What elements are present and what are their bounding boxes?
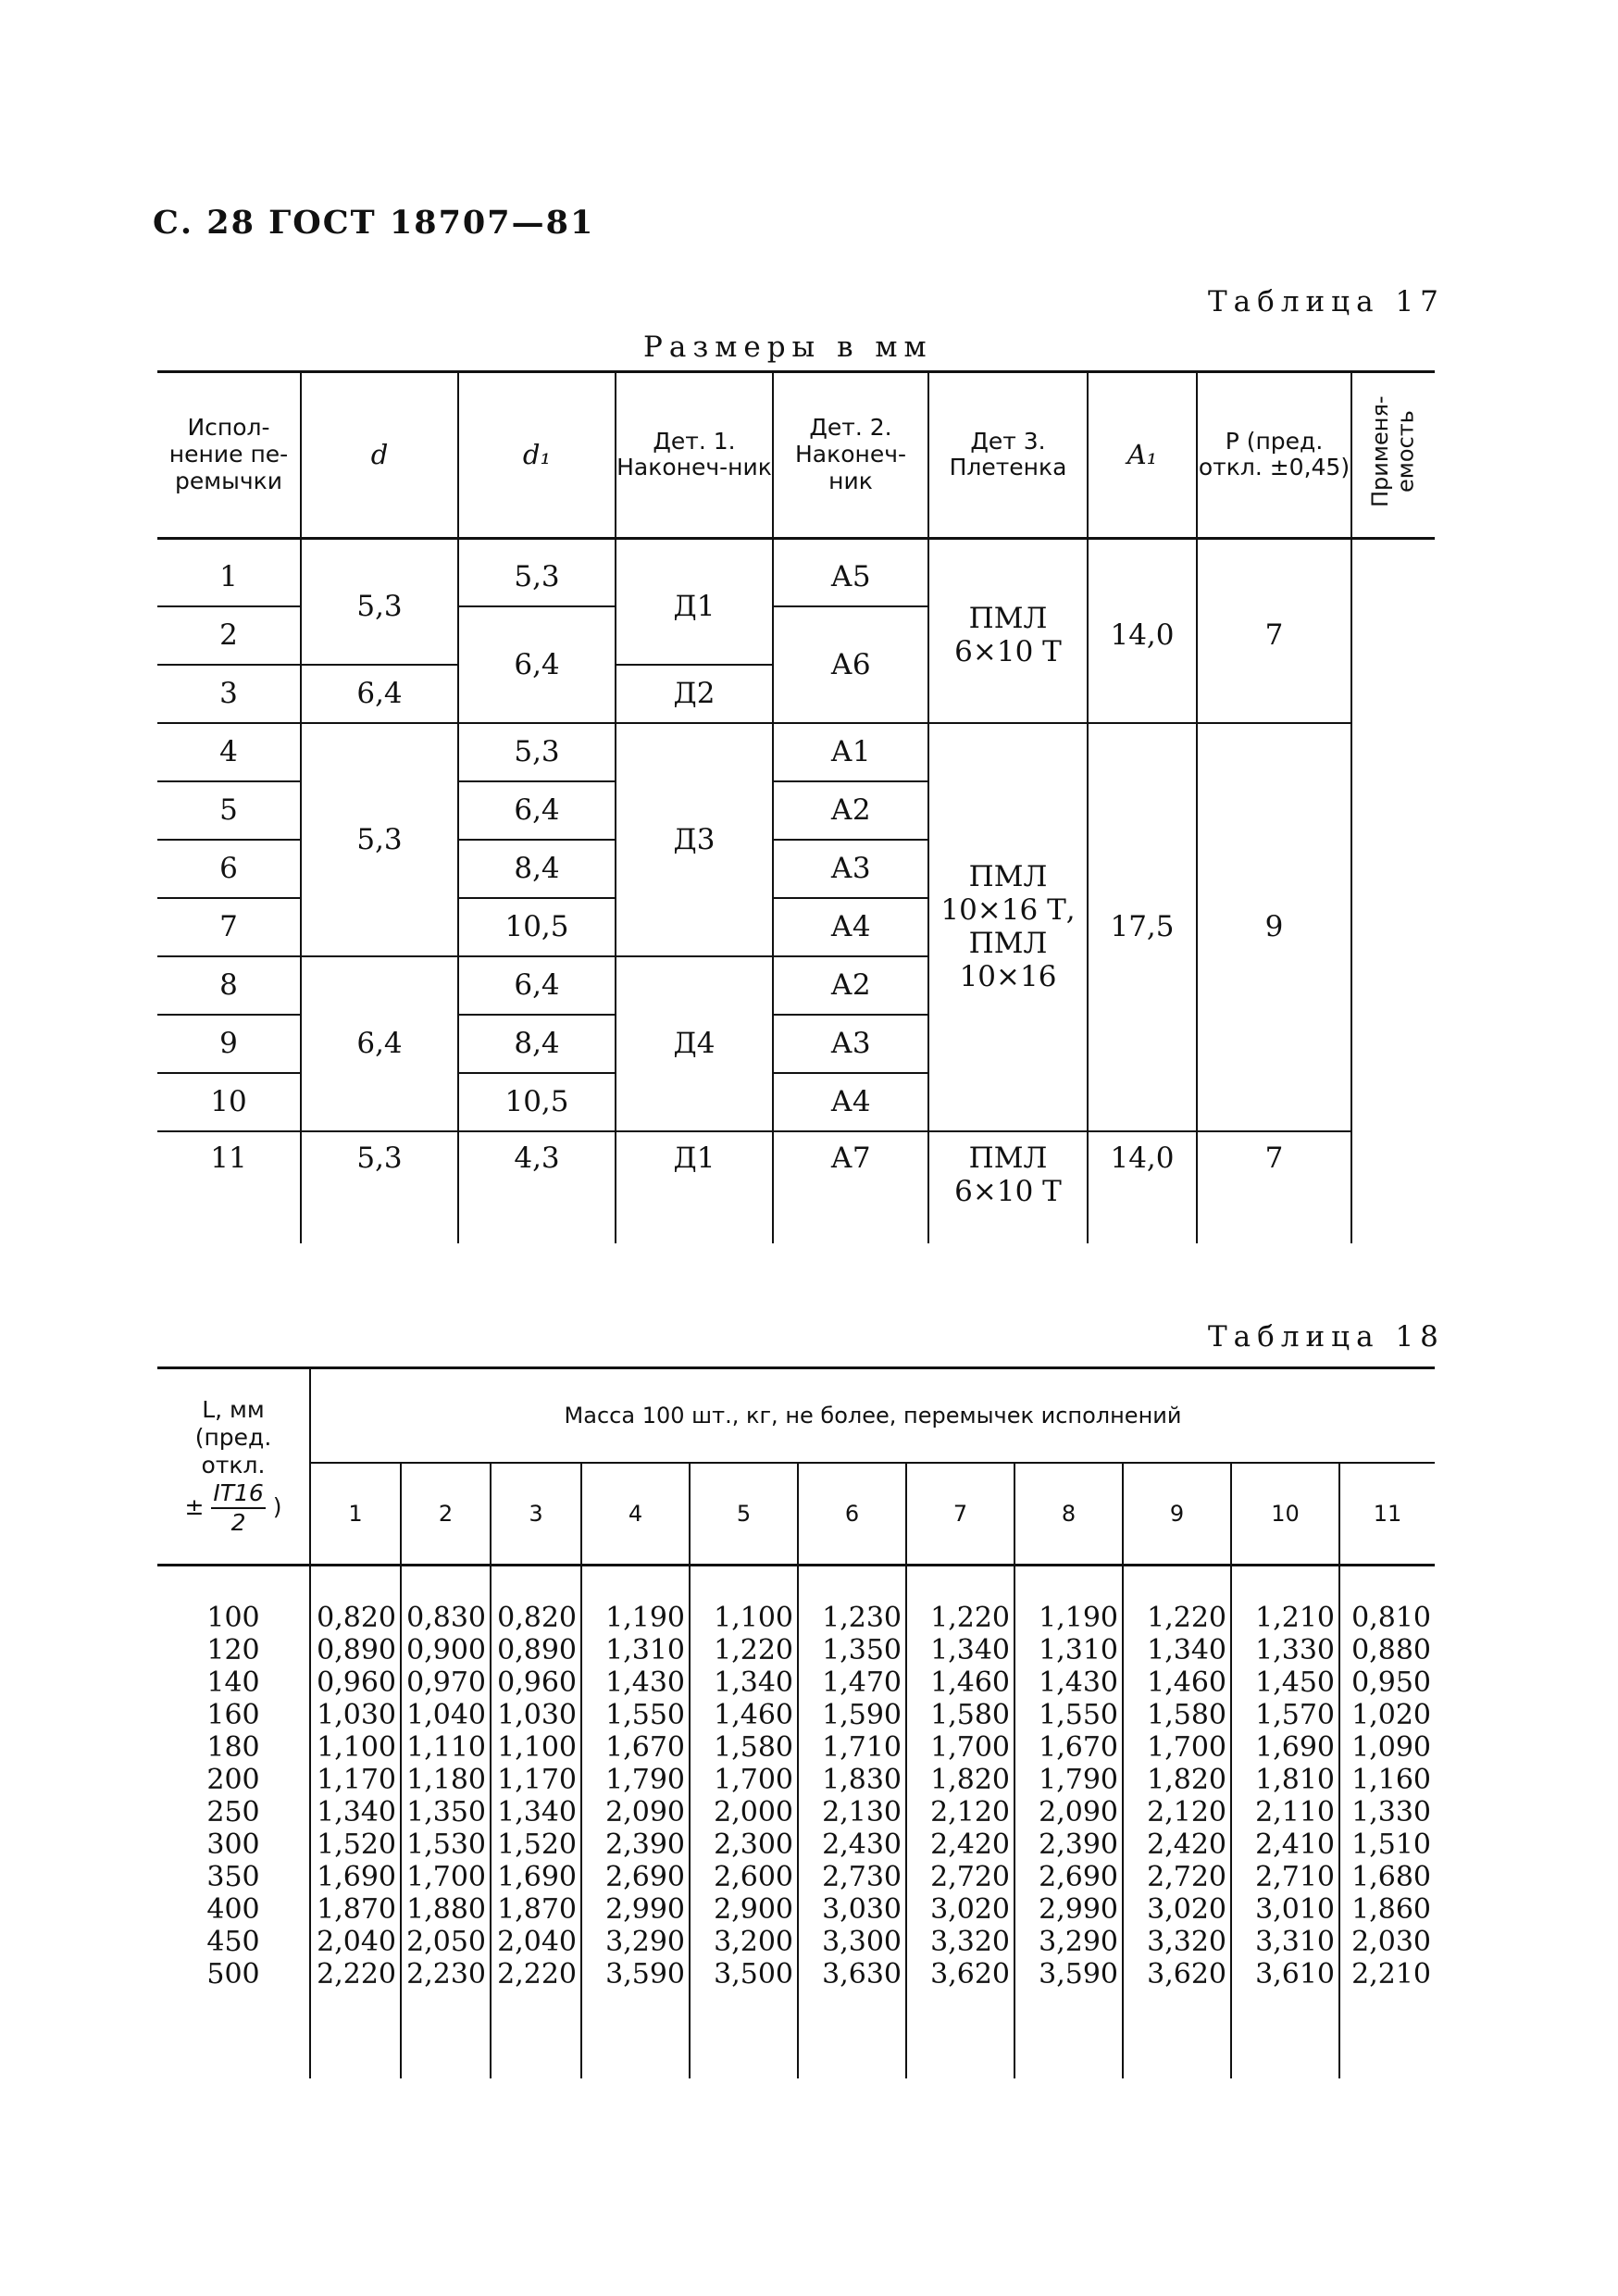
cell-mass: 1,160 [1339,1764,1435,1796]
cell-mass: 2,090 [581,1796,690,1828]
spacer-cell [1014,1990,1123,2078]
cell-mass: 0,950 [1339,1666,1435,1699]
cell-mass: 1,570 [1231,1699,1339,1731]
cell-mass: 2,710 [1231,1861,1339,1893]
cell-mass: 1,180 [401,1764,491,1796]
cell-mass: 2,690 [581,1861,690,1893]
cell-mass: 1,580 [690,1731,798,1764]
cell-mass: 1,700 [906,1731,1014,1764]
table18-row [157,1958,1435,1990]
cell-mass: 1,710 [798,1731,906,1764]
cell-mass: 1,670 [581,1731,690,1764]
cell-d: 5,3 [301,538,458,665]
cell-mass: 2,120 [906,1796,1014,1828]
table17 [157,370,1435,1243]
cell-d: 6,4 [301,665,458,723]
table18-caption: Таблица 18 [1208,1320,1445,1354]
cell-mass: 3,020 [906,1893,1014,1926]
cell-mass: 1,520 [310,1828,401,1861]
cell-mass: 1,430 [1014,1666,1123,1699]
header-col-8: 8 [1014,1463,1123,1566]
cell-mass: 2,210 [1339,1958,1435,1990]
cell-part2: А1 [773,723,928,781]
cell-mass: 3,300 [798,1926,906,1958]
spacer-cell [401,1990,491,2078]
header-part2: Дет. 2. Наконеч-ник [773,372,928,539]
cell-mass: 3,590 [1014,1958,1123,1990]
cell-p: 7 [1197,1131,1351,1243]
cell-mass: 1,550 [1014,1699,1123,1731]
cell-mass: 1,510 [1339,1828,1435,1861]
header-length-line1: L, мм [202,1396,265,1423]
cell-mass: 2,040 [310,1926,401,1958]
cell-length: 180 [206,1731,260,1764]
header-length [157,1368,310,1566]
header-variant: Испол-нение пе-ремычки [157,372,301,539]
cell-d: 5,3 [301,723,458,956]
header-length-line2: (пред. [194,1424,272,1451]
cell-mass: 2,030 [1339,1926,1435,1958]
cell-mass: 1,190 [1014,1566,1123,1635]
table18-body [157,1566,1435,2079]
cell-mass: 1,220 [906,1566,1014,1635]
cell-mass: 1,470 [798,1666,906,1699]
cell-mass: 0,810 [1339,1566,1435,1635]
cell-variant: 10 [157,1073,301,1131]
cell-mass: 1,100 [491,1731,581,1764]
spacer-cell [491,1990,581,2078]
cell-part3: ПМЛ 10×16 Т, ПМЛ 10×16 [928,723,1088,1131]
table17-row [157,1131,1435,1243]
cell-variant: 4 [157,723,301,781]
header-part1: Дет. 1. Наконеч-ник [616,372,773,539]
table18-row [157,1731,1435,1764]
table18-row [157,1666,1435,1699]
cell-variant: 7 [157,898,301,956]
cell-mass: 1,310 [1014,1634,1123,1666]
cell-mass: 2,220 [310,1958,401,1990]
table18-row [157,1926,1435,1958]
cell-mass: 2,220 [491,1958,581,1990]
table18-row [157,1796,1435,1828]
cell-variant: 3 [157,665,301,723]
cell-mass: 1,460 [1123,1666,1231,1699]
cell-mass: 3,010 [1231,1893,1339,1926]
cell-d1: 4,3 [458,1131,616,1243]
cell-variant: 8 [157,956,301,1015]
cell-mass: 2,300 [690,1828,798,1861]
cell-mass: 1,430 [581,1666,690,1699]
cell-mass: 0,830 [401,1566,491,1635]
spacer-cell [1339,1990,1435,2078]
cell-mass: 2,390 [1014,1828,1123,1861]
cell-part1: Д2 [616,665,773,723]
cell-d1: 10,5 [458,898,616,956]
table18-row [157,1861,1435,1893]
header-col-4: 4 [581,1463,690,1566]
table18-row [157,1566,1435,1635]
cell-mass: 1,190 [581,1566,690,1635]
cell-d: 5,3 [301,1131,458,1243]
cell-variant: 5 [157,781,301,840]
cell-mass: 3,290 [581,1926,690,1958]
cell-d: 6,4 [301,956,458,1131]
cell-mass: 1,350 [798,1634,906,1666]
cell-mass: 2,090 [1014,1796,1123,1828]
cell-part1: Д4 [616,956,773,1131]
cell-mass: 0,960 [310,1666,401,1699]
cell-mass: 1,870 [310,1893,401,1926]
cell-part2: А4 [773,898,928,956]
cell-mass: 1,040 [401,1699,491,1731]
cell-p: 7 [1197,538,1351,723]
cell-mass: 1,460 [906,1666,1014,1699]
cell-part1: Д1 [616,1131,773,1243]
cell-mass: 1,340 [310,1796,401,1828]
cell-mass: 1,330 [1339,1796,1435,1828]
cell-applicability [1351,538,1435,1243]
cell-mass: 1,690 [491,1861,581,1893]
cell-mass: 3,030 [798,1893,906,1926]
spacer-cell [690,1990,798,2078]
cell-mass: 2,110 [1231,1796,1339,1828]
cell-mass: 1,220 [690,1634,798,1666]
cell-mass: 1,100 [310,1731,401,1764]
cell-mass: 1,340 [906,1634,1014,1666]
cell-a1: 14,0 [1088,1131,1197,1243]
cell-mass: 1,790 [1014,1764,1123,1796]
table18-row [157,1764,1435,1796]
spacer-cell [906,1990,1014,2078]
cell-mass: 1,680 [1339,1861,1435,1893]
cell-part2: А3 [773,840,928,898]
cell-mass: 1,700 [690,1764,798,1796]
cell-mass: 1,030 [491,1699,581,1731]
table18-row [157,1634,1435,1666]
cell-mass: 1,220 [1123,1566,1231,1635]
cell-mass: 1,110 [401,1731,491,1764]
cell-length: 350 [206,1861,260,1893]
cell-mass: 1,690 [310,1861,401,1893]
header-part3: Дет 3. Плетенка [928,372,1088,539]
cell-mass: 0,820 [310,1566,401,1635]
cell-mass: 0,890 [310,1634,401,1666]
table18-subheader-row [157,1463,1435,1566]
cell-part2: А4 [773,1073,928,1131]
cell-mass: 1,810 [1231,1764,1339,1796]
cell-mass: 0,880 [1339,1634,1435,1666]
table17-row [157,723,1435,781]
header-col-7: 7 [906,1463,1014,1566]
table18-row [157,1699,1435,1731]
cell-part2: А7 [773,1131,928,1243]
cell-mass: 1,340 [1123,1634,1231,1666]
cell-length: 100 [206,1602,260,1634]
cell-part1: Д3 [616,723,773,956]
cell-mass: 1,550 [581,1699,690,1731]
cell-mass: 1,020 [1339,1699,1435,1731]
cell-d1: 5,3 [458,723,616,781]
cell-part3: ПМЛ 6×10 Т [928,538,1088,723]
cell-a1: 17,5 [1088,723,1197,1131]
spacer-cell [310,1990,401,2078]
cell-mass: 3,310 [1231,1926,1339,1958]
cell-length: 400 [206,1893,260,1926]
cell-mass: 1,820 [1123,1764,1231,1796]
cell-length: 160 [206,1699,260,1731]
cell-variant: 11 [210,1141,247,1175]
cell-mass: 1,340 [491,1796,581,1828]
cell-mass: 2,000 [690,1796,798,1828]
cell-mass: 2,730 [798,1861,906,1893]
cell-variant: 2 [157,606,301,665]
header-col-1: 1 [310,1463,401,1566]
cell-mass: 1,580 [906,1699,1014,1731]
cell-part2: А6 [773,606,928,723]
cell-mass: 3,620 [906,1958,1014,1990]
cell-d1: 6,4 [458,956,616,1015]
cell-mass: 0,970 [401,1666,491,1699]
cell-variant: 9 [157,1015,301,1073]
spacer-cell [1123,1990,1231,2078]
cell-mass: 2,050 [401,1926,491,1958]
table18-row [157,1828,1435,1861]
cell-mass: 1,580 [1123,1699,1231,1731]
header-col-11: 11 [1339,1463,1435,1566]
fraction-numerator: IT16 [211,1479,265,1509]
cell-mass: 3,020 [1123,1893,1231,1926]
cell-part2: А3 [773,1015,928,1073]
cell-mass: 2,230 [401,1958,491,1990]
cell-d1: 10,5 [458,1073,616,1131]
cell-mass: 2,720 [906,1861,1014,1893]
header-mass-group: Масса 100 шт., кг, не более, перемычек исполнений [310,1368,1435,1464]
header-col-9: 9 [1123,1463,1231,1566]
cell-length: 250 [206,1796,260,1828]
tolerance-fraction [211,1479,265,1537]
cell-mass: 2,390 [581,1828,690,1861]
table17-caption: Таблица 17 [1208,285,1445,318]
cell-mass: 1,590 [798,1699,906,1731]
cell-variant: 1 [157,538,301,606]
cell-mass: 1,700 [401,1861,491,1893]
cell-mass: 3,200 [690,1926,798,1958]
cell-a1: 14,0 [1088,538,1197,723]
cell-mass: 1,100 [690,1566,798,1635]
cell-mass: 1,330 [1231,1634,1339,1666]
cell-mass: 3,290 [1014,1926,1123,1958]
header-col-5: 5 [690,1463,798,1566]
cell-mass: 2,600 [690,1861,798,1893]
cell-part2: А2 [773,781,928,840]
cell-mass: 3,320 [906,1926,1014,1958]
header-length-line3: откл. [201,1452,266,1479]
cell-mass: 1,870 [491,1893,581,1926]
cell-mass: 1,520 [491,1828,581,1861]
header-col-6: 6 [798,1463,906,1566]
cell-part2: А5 [773,538,928,606]
cell-mass: 1,790 [581,1764,690,1796]
table18-spacer-row [157,1990,1435,2078]
cell-p: 9 [1197,723,1351,1131]
header-length-close: ) [272,1493,282,1520]
cell-mass: 2,990 [1014,1893,1123,1926]
cell-mass: 3,620 [1123,1958,1231,1990]
cell-mass: 2,990 [581,1893,690,1926]
cell-length: 200 [206,1764,260,1796]
cell-d1: 6,4 [458,781,616,840]
header-col-2: 2 [401,1463,491,1566]
cell-d1: 6,4 [458,606,616,723]
cell-length: 300 [206,1828,260,1861]
cell-length: 500 [206,1958,260,1990]
cell-mass: 3,590 [581,1958,690,1990]
cell-mass: 1,690 [1231,1731,1339,1764]
cell-length: 140 [206,1666,260,1699]
running-head: С. 28 ГОСТ 18707—81 [153,204,595,242]
cell-mass: 1,460 [690,1699,798,1731]
table18-row [157,1893,1435,1926]
header-applicability-text: Применя-емость [1366,395,1419,508]
cell-mass: 2,420 [906,1828,1014,1861]
cell-d1: 5,3 [458,538,616,606]
cell-mass: 1,450 [1231,1666,1339,1699]
cell-mass: 2,120 [1123,1796,1231,1828]
cell-mass: 1,860 [1339,1893,1435,1926]
cell-mass: 1,530 [401,1828,491,1861]
header-a1: A₁ [1088,372,1197,539]
cell-mass: 1,090 [1339,1731,1435,1764]
cell-mass: 0,890 [491,1634,581,1666]
cell-length: 450 [206,1926,260,1958]
spacer-cell [581,1990,690,2078]
cell-mass: 2,130 [798,1796,906,1828]
cell-mass: 2,410 [1231,1828,1339,1861]
spacer-cell [1231,1990,1339,2078]
table18-header-row [157,1368,1435,1464]
spacer-cell [798,1990,906,2078]
cell-mass: 3,320 [1123,1926,1231,1958]
table17-units: Размеры в мм [643,331,933,364]
cell-mass: 0,820 [491,1566,581,1635]
cell-mass: 1,170 [491,1764,581,1796]
spacer-cell [157,1990,310,2078]
cell-mass: 1,230 [798,1566,906,1635]
cell-mass: 1,670 [1014,1731,1123,1764]
table18 [157,1366,1435,2078]
table17-header-row [157,372,1435,539]
cell-mass: 1,700 [1123,1731,1231,1764]
header-d: d [301,372,458,539]
cell-mass: 0,960 [491,1666,581,1699]
cell-mass: 3,500 [690,1958,798,1990]
cell-mass: 2,720 [1123,1861,1231,1893]
cell-part1: Д1 [616,538,773,665]
table17-row [157,538,1435,606]
cell-mass: 2,690 [1014,1861,1123,1893]
cell-mass: 1,310 [581,1634,690,1666]
cell-d1: 8,4 [458,1015,616,1073]
header-applicability [1351,372,1435,539]
cell-mass: 1,350 [401,1796,491,1828]
cell-mass: 1,830 [798,1764,906,1796]
cell-mass: 0,900 [401,1634,491,1666]
header-p: P (пред. откл. ±0,45) [1197,372,1351,539]
cell-variant: 6 [157,840,301,898]
cell-mass: 2,040 [491,1926,581,1958]
cell-mass: 2,430 [798,1828,906,1861]
cell-mass: 1,340 [690,1666,798,1699]
cell-mass: 3,630 [798,1958,906,1990]
header-d1: d₁ [458,372,616,539]
cell-d1: 8,4 [458,840,616,898]
cell-part2: А2 [773,956,928,1015]
cell-mass: 1,170 [310,1764,401,1796]
cell-length: 120 [206,1634,260,1666]
cell-mass: 1,030 [310,1699,401,1731]
cell-mass: 3,610 [1231,1958,1339,1990]
cell-mass: 2,420 [1123,1828,1231,1861]
header-col-10: 10 [1231,1463,1339,1566]
header-col-3: 3 [491,1463,581,1566]
fraction-denominator: 2 [230,1509,246,1536]
cell-part3: ПМЛ 6×10 Т [928,1131,1088,1243]
cell-mass: 1,210 [1231,1566,1339,1635]
cell-mass: 2,900 [690,1893,798,1926]
cell-mass: 1,820 [906,1764,1014,1796]
header-length-pm: ± [184,1493,205,1520]
cell-mass: 1,880 [401,1893,491,1926]
